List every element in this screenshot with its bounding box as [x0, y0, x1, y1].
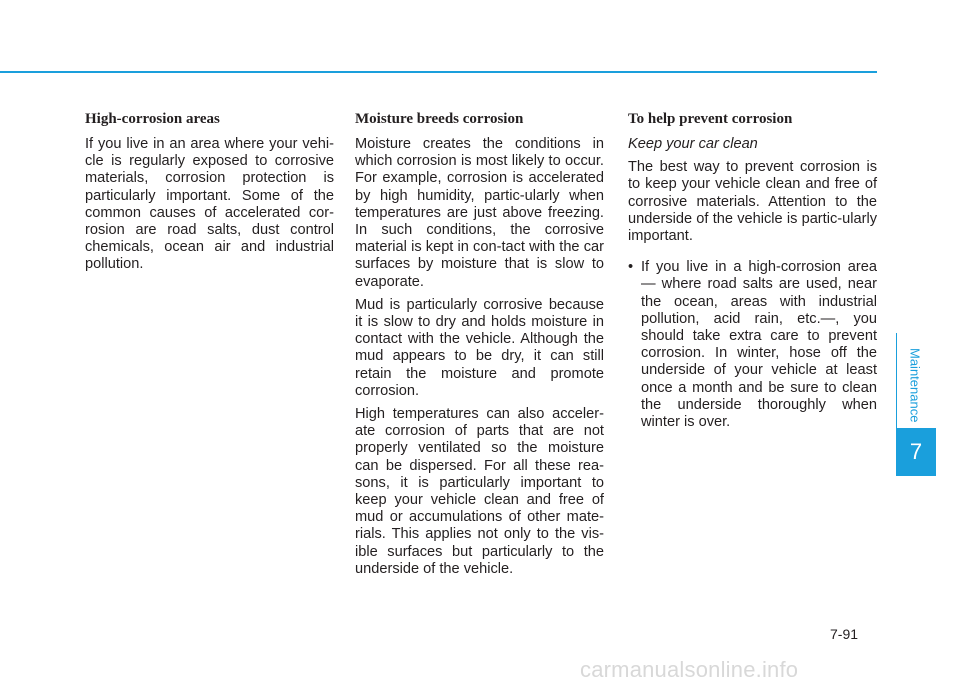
bullet-dot-icon: • [628, 259, 634, 276]
body-paragraph: Mud is particularly corrosive because it is slow to dry and holds moisture in contact with the vehicle. Although the mud appears to be dry, it can still retain the moisture and promote corrosion. [355, 296, 604, 399]
bullet-text: If you live in a high-corrosion area — where road salts are used, near the ocean, areas with industrial pollution, acid rain, etc.—, you should take extra care to prevent corrosion. In winter, hose off the underside of your vehicle at least once a month and be sure to clean the underside thoroughly when winter is over. [641, 259, 877, 431]
column-high-corrosion [85, 110, 334, 280]
section-label: Maintenance [907, 347, 923, 423]
body-paragraph: The best way to prevent corrosion is to keep your vehicle clean and free of corrosive materials. Attention to the underside of the vehicle is partic-ularly important. [628, 159, 877, 245]
watermark: carmanualsonline.info [580, 657, 799, 682]
section-heading: High-corrosion areas [85, 111, 220, 127]
section-heading: To help prevent corrosion [628, 111, 793, 127]
body-paragraph: If you live in an area where your vehi-cle is regularly exposed to corrosive materials, corrosion protection is particularly important. Some of the common causes of accelerated cor-rosion are road salts, dust control chemicals, ocean air and industrial pollution. [85, 136, 334, 273]
body-paragraph: High temperatures can also acceler-ate corrosion of parts that are not properly ventilated so the moisture can be dispersed. For all these rea-sons, it is particularly important to keep your vehicle clean and free of mud or accumulations of other mate-rials. This applies not only to the vis-ible surfaces but particularly to the underside of the vehicle. [355, 406, 604, 577]
header-rule [0, 71, 877, 73]
side-tab-line [896, 333, 897, 428]
column-prevent-corrosion [628, 110, 877, 437]
subheading: Keep your car clean [628, 136, 758, 152]
bullet-item [628, 259, 877, 431]
column-moisture [355, 110, 604, 584]
section-heading: Moisture breeds corrosion [355, 111, 524, 127]
chapter-number-tab: 7 [896, 428, 936, 476]
page-number: 7-91 [830, 626, 859, 642]
body-paragraph: Moisture creates the conditions in which corrosion is most likely to occur. For example, corrosion is accelerated by high humidity, partic-ularly when temperatures are just above freezing. In such conditions, the corrosive material is kept in con-tact with the car surfaces by moisture that is slow to evaporate. [355, 136, 604, 290]
